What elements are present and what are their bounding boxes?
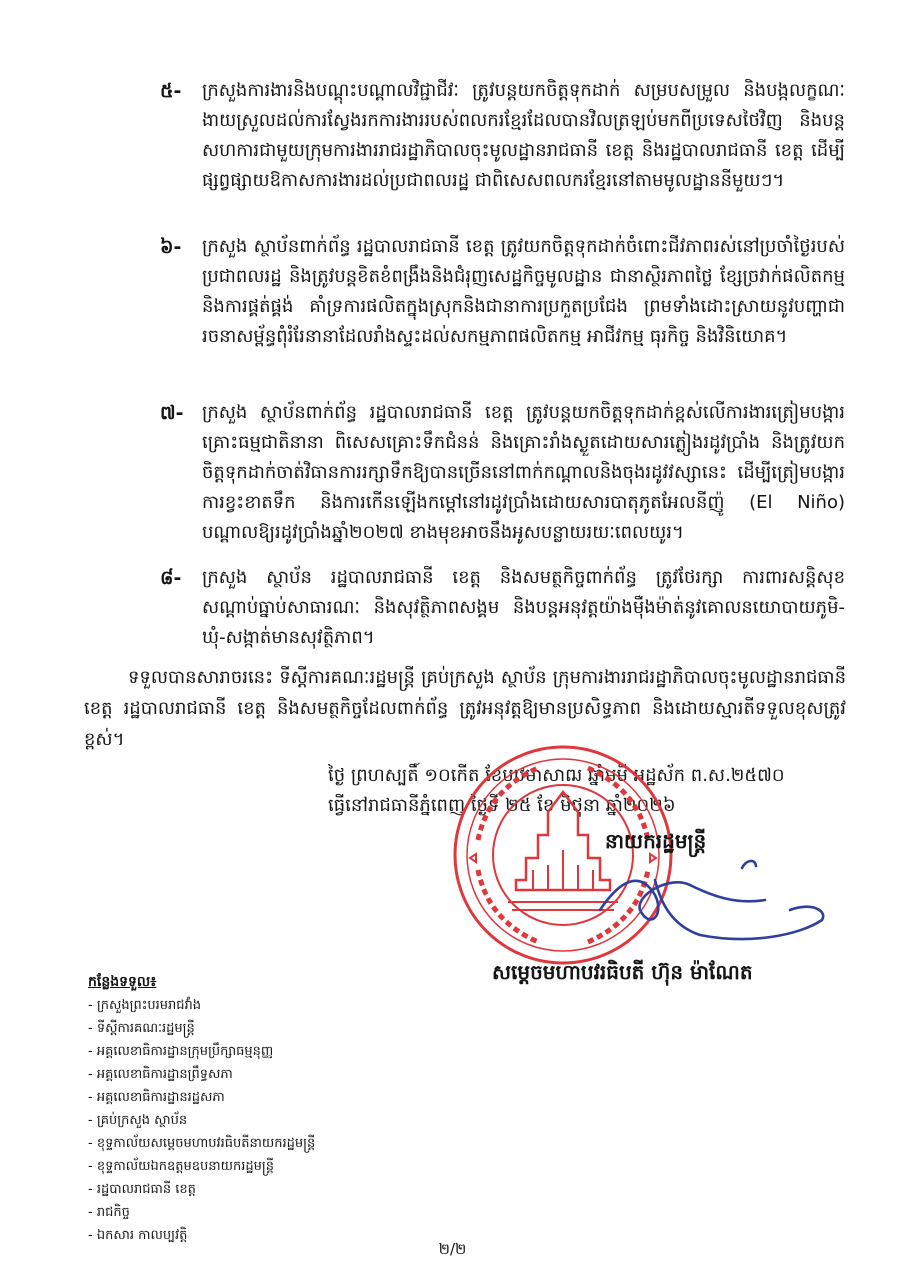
- recipient-item: - រដ្ឋបាលរាជធានី ខេត្ត: [88, 1182, 196, 1197]
- recipients-title: កន្លែងទទួល៖: [88, 974, 157, 990]
- recipient-item: - ក្រសួងព្រះបរមរាជវាំង: [88, 998, 202, 1013]
- item-number: ៨-: [160, 567, 182, 589]
- item-7: [160, 398, 845, 548]
- handwritten-signature-icon: [560, 840, 830, 950]
- item-number: ៥-: [160, 80, 182, 102]
- item-text: ក្រសួង ស្ថាប័នពាក់ព័ន្ធ រដ្ឋបាលរាជធានី ខេត្ត ត្រូវបន្តយកចិត្តទុកដាក់ខ្ពស់លើការងារត្រៀមបង្ការគ្រោះធម្មជាតិនានា ពិសេសគ្រោះទឹកជំនន់ និងគ្រោះរាំងស្ងួតដោយសារភ្លៀងរដូវប្រាំង និងត្រូវយកចិត្តទុកដាក់ចាត់វិធានការរក្សាទឹកឱ្យបានច្រើននៅពាក់កណ្ដាលនិងចុងរដូវវស្សានេះ ដើម្បីត្រៀមបង្ការការខ្វះខាតទឹក និងការកើនឡើងកម្ដៅនៅរដូវប្រាំងដោយសារបាតុភូតអែលនីញ៉ូ (El Niño) បណ្ដាលឱ្យរដូវប្រាំងឆ្នាំ២០២៧ ខាងមុខអាចនឹងអូសបន្លាយរយៈពេលយូរ។: [202, 402, 845, 543]
- recipient-item: - ឯកសារ កាលប្បវត្តិ: [88, 1228, 188, 1243]
- item-5: [160, 76, 845, 196]
- item-text: ក្រសួង ស្ថាប័ន រដ្ឋបាលរាជធានី ខេត្ត និងសមត្ថកិច្ចពាក់ព័ន្ធ ត្រូវថែរក្សា ការពារសន្តិសុខ សណ្ដាប់ធ្នាប់សាធារណៈ និងសុវត្ថិភាពសង្គម និងបន្តអនុវត្តយ៉ាងម៉ឺងម៉ាត់នូវគោលនយោបាយភូមិ-ឃុំ-សង្កាត់មានសុវត្ថិភាព។: [202, 567, 845, 648]
- page-number: ២/២: [438, 1240, 467, 1258]
- item-6: [160, 232, 845, 352]
- recipient-item: - អគ្គលេខាធិការដ្ឋានរដ្ឋសភា: [88, 1090, 225, 1105]
- recipient-item: - អគ្គលេខាធិការដ្ឋានព្រឹទ្ធសភា: [88, 1067, 233, 1082]
- recipient-item: - អគ្គលេខាធិការដ្ឋានក្រុមប្រឹក្សាធម្មនុញ្ញ: [88, 1044, 274, 1059]
- item-8: [160, 563, 845, 653]
- item-number: ៦-: [160, 236, 182, 258]
- recipient-item: - ខុទ្ទកាល័យសម្ដេចមហាបវរធិបតីនាយករដ្ឋមន្ត្រី: [88, 1136, 316, 1151]
- recipient-item: - ខុទ្ទកាល័យឯកឧត្តមឧបនាយករដ្ឋមន្ត្រី: [88, 1159, 274, 1174]
- solar-date: ធ្វើនៅរាជធានីភ្នំពេញ ថ្ងៃទី ២៥ ខែ មិថុនា ឆ្នាំ២០២៦: [328, 795, 676, 816]
- item-text: ក្រសួងការងារនិងបណ្ដុះបណ្ដាលវិជ្ជាជីវៈ ត្រូវបន្តយកចិត្តទុកដាក់ សម្របសម្រួល និងបង្កលក្ខណៈងាយស្រួលដល់ការស្វែងរកការងាររបស់ពលករខ្មែរដែលបានវិលត្រឡប់មកពីប្រទេសថៃវិញ និងបន្តសហការជាមួយក្រុមការងាររាជរដ្ឋាភិបាលចុះមូលដ្ឋានរាជធានី ខេត្ត និងរដ្ឋបាលរាជធានី ខេត្ត ដើម្បីផ្សព្វផ្សាយឱកាសការងារដល់ប្រជាពលរដ្ឋ ជាពិសេសពលករខ្មែរនៅតាមមូលដ្ឋាននីមួយៗ។: [202, 80, 845, 191]
- recipients-list: [88, 994, 408, 1247]
- closing-paragraph: ទទួលបានសារាចរនេះ ទីស្ដីការគណៈរដ្ឋមន្ត្រី គ្រប់ក្រសួង ស្ថាប័ន ក្រុមការងាររាជរដ្ឋាភិបាលចុះមូលដ្ឋានរាជធានី ខេត្ត រដ្ឋបាលរាជធានី ខេត្ត និងសមត្ថកិច្ចដែលពាក់ព័ន្ធ ត្រូវអនុវត្តឱ្យមានប្រសិទ្ធភាព និងដោយស្មារតីទទួលខុសត្រូវខ្ពស់។: [84, 667, 846, 750]
- signatory-title: នាយករដ្ឋមន្ត្រី: [605, 829, 707, 853]
- item-number: ៧-: [160, 402, 184, 424]
- recipient-item: - ទីស្ដីការគណៈរដ្ឋមន្ត្រី: [88, 1021, 195, 1036]
- item-text: ក្រសួង ស្ថាប័នពាក់ព័ន្ធ រដ្ឋបាលរាជធានី ខេត្ត ត្រូវយកចិត្តទុកដាក់ចំពោះជីវភាពរស់នៅប្រចាំថ្ងៃរបស់ប្រជាពលរដ្ឋ និងត្រូវបន្តខិតខំពង្រឹងនិងជំរុញសេដ្ឋកិច្ចមូលដ្ឋាន ជានាស្ថិរភាពថ្លៃ ខ្សែច្រវាក់ផលិតកម្មនិងការផ្គត់ផ្គង់ គាំទ្រការផលិតក្នុងស្រុកនិងជានាការប្រកួតប្រជែង ព្រមទាំងដោះស្រាយនូវបញ្ហាជារចនាសម្ព័ន្ធពុំរំរែនានាដែលរាំងស្ទះដល់សកម្មភាពផលិតកម្ម អាជីវកម្ម ធុរកិច្ច និងវិនិយោគ។: [202, 236, 845, 347]
- recipients-block: [88, 970, 408, 1247]
- recipient-item: - រាជកិច្ច: [88, 1205, 130, 1220]
- lunar-date: ថ្ងៃ ព្រហស្បតិ៍ ១០កើត ខែបឋមាសាឍ ឆ្នាំមមី អដ្ឋស័ក ព.ស.២៥៧០: [328, 765, 785, 786]
- signatory-name: សម្ដេចមហាបវរធិបតី ហ៊ុន ម៉ាណែត: [492, 960, 753, 984]
- recipient-item: - គ្រប់ក្រសួង ស្ថាប័ន: [88, 1113, 188, 1128]
